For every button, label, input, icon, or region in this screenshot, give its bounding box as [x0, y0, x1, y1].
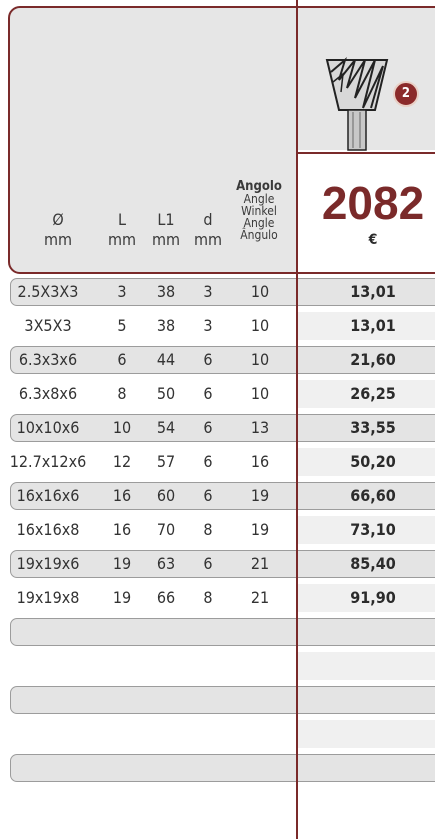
- cell-d: 6: [203, 418, 213, 437]
- currency-label: €: [368, 232, 378, 248]
- cell-angle: 19: [250, 520, 270, 539]
- col-diameter-symbol: Ø: [52, 210, 64, 229]
- cell-L: 6: [117, 350, 127, 369]
- col-L-symbol: L: [117, 210, 126, 229]
- cell-angle: 21: [250, 588, 270, 607]
- price-cell-bg: [298, 720, 435, 748]
- col-angle-header: [226, 181, 292, 241]
- cell-L: 19: [112, 554, 132, 573]
- price-cell-bg: [298, 652, 435, 680]
- cell-angle: 10: [250, 384, 270, 403]
- cell-L: 3: [117, 282, 127, 301]
- cell-angle: 10: [250, 350, 270, 369]
- cell-L: 5: [117, 316, 127, 335]
- cell-d: 8: [203, 588, 213, 607]
- cell-L1: 38: [156, 316, 176, 335]
- angle-label-fr: Angle: [243, 216, 275, 230]
- cell-size: 10x10x6: [16, 418, 80, 437]
- col-L1-symbol: L1: [157, 210, 175, 229]
- angle-label-pt: Ângulo: [240, 228, 278, 242]
- cell-size: 2.5X3X3: [17, 282, 79, 301]
- col-L1-unit: mm: [151, 230, 181, 249]
- col-diameter-header: [38, 210, 78, 250]
- col-d-symbol: d: [203, 210, 213, 229]
- cell-d: 3: [203, 282, 213, 301]
- cell-size: 12.7x12x6: [9, 452, 87, 471]
- cell-size: 19x19x8: [16, 588, 80, 607]
- cell-d: 6: [203, 350, 213, 369]
- cell-d: 6: [203, 384, 213, 403]
- row-band: [10, 754, 435, 782]
- cell-price: 26,25: [350, 384, 396, 403]
- cell-L1: 70: [156, 520, 176, 539]
- cell-angle: 13: [250, 418, 270, 437]
- product-code: 2082: [321, 177, 425, 229]
- cell-L1: 38: [156, 282, 176, 301]
- cell-d: 6: [203, 486, 213, 505]
- angle-label-it: Angolo: [236, 179, 282, 194]
- cell-size: 3X5X3: [24, 316, 72, 335]
- col-L-unit: mm: [107, 230, 137, 249]
- col-d-unit: mm: [193, 230, 223, 249]
- cell-L1: 60: [156, 486, 176, 505]
- cell-angle: 10: [250, 282, 270, 301]
- cell-d: 3: [203, 316, 213, 335]
- cell-L1: 63: [156, 554, 176, 573]
- cell-price: 50,20: [350, 452, 396, 471]
- cell-d: 8: [203, 520, 213, 539]
- col-L-header: [104, 210, 140, 250]
- cell-L1: 66: [156, 588, 176, 607]
- cell-angle: 16: [250, 452, 270, 471]
- cell-price: 13,01: [350, 316, 396, 335]
- cell-size: 19x19x6: [16, 554, 80, 573]
- cell-price: 33,55: [350, 418, 396, 437]
- cell-L: 10: [112, 418, 132, 437]
- cell-price: 73,10: [350, 520, 396, 539]
- cell-price: 85,40: [350, 554, 396, 573]
- cell-L1: 57: [156, 452, 176, 471]
- cell-L: 19: [112, 588, 132, 607]
- cell-size: 6.3x8x6: [18, 384, 78, 403]
- cell-price: 13,01: [350, 282, 396, 301]
- col-d-header: [190, 210, 226, 250]
- column-divider: [296, 0, 298, 839]
- cell-size: 16x16x8: [16, 520, 80, 539]
- cell-angle: 19: [250, 486, 270, 505]
- cell-angle: 21: [250, 554, 270, 573]
- cell-d: 6: [203, 452, 213, 471]
- col-L1-header: [146, 210, 186, 250]
- cell-L: 12: [112, 452, 132, 471]
- header-divider: [298, 152, 435, 154]
- angle-label-de: Winkel: [241, 204, 277, 218]
- cell-size: 6.3x3x6: [18, 350, 78, 369]
- row-band: [10, 686, 435, 714]
- cell-L: 8: [117, 384, 127, 403]
- cell-price: 21,60: [350, 350, 396, 369]
- cell-price: 66,60: [350, 486, 396, 505]
- cell-L1: 50: [156, 384, 176, 403]
- cell-angle: 10: [250, 316, 270, 335]
- cell-L1: 44: [156, 350, 176, 369]
- cell-L1: 54: [156, 418, 176, 437]
- cell-L: 16: [112, 520, 132, 539]
- variant-badge: 2: [393, 81, 419, 107]
- angle-label-en: Angle: [243, 192, 275, 206]
- cell-d: 6: [203, 554, 213, 573]
- burr-tool-icon: [325, 52, 393, 152]
- col-diameter-unit: mm: [43, 230, 73, 249]
- cell-price: 91,90: [350, 588, 396, 607]
- cell-size: 16x16x6: [16, 486, 80, 505]
- cell-L: 16: [112, 486, 132, 505]
- row-band: [10, 618, 435, 646]
